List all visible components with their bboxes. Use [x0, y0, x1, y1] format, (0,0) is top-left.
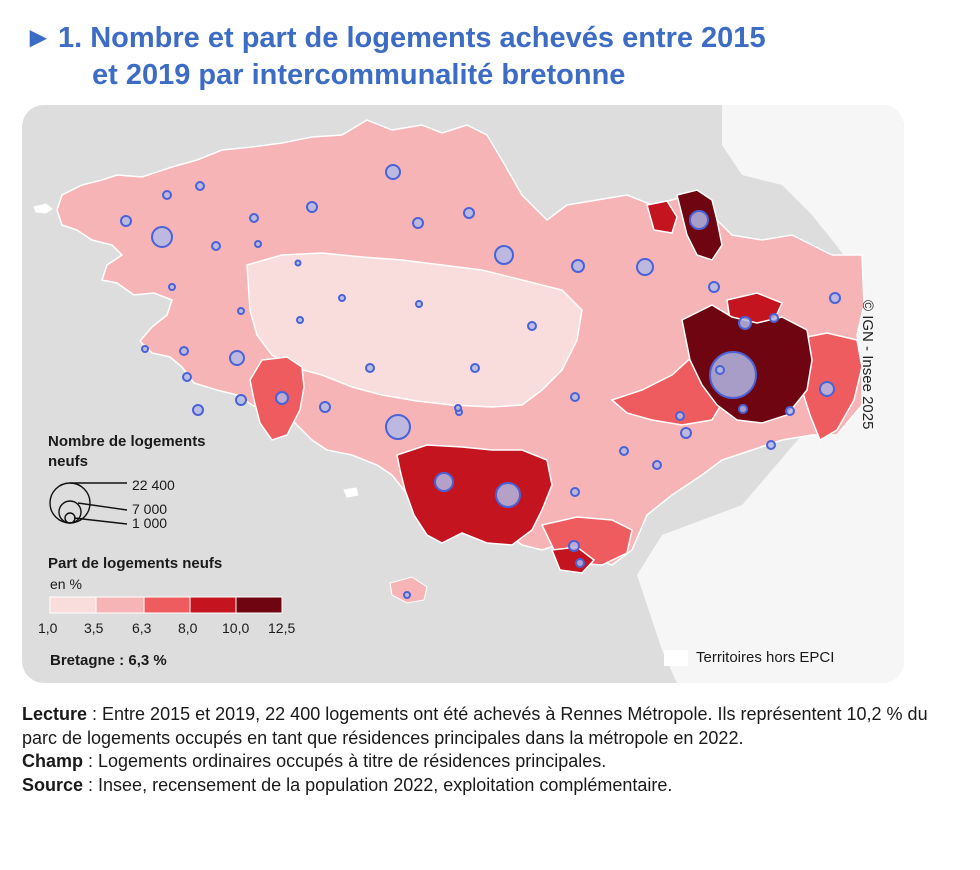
bubble — [236, 395, 246, 405]
bubble — [142, 346, 148, 352]
region-average: Bretagne : 6,3 % — [50, 652, 167, 669]
outside-epci-legend — [664, 649, 834, 666]
share-legend-break: 6,3 — [132, 620, 152, 636]
bubble — [571, 488, 579, 496]
bubble — [297, 317, 303, 323]
bubble — [786, 407, 794, 415]
bubble — [716, 366, 724, 374]
bubble — [767, 441, 775, 449]
bubble — [121, 216, 131, 226]
bubble — [386, 415, 410, 439]
share-legend — [50, 597, 282, 613]
size-legend-circle-medium — [59, 501, 81, 523]
bubble — [709, 282, 719, 292]
bubble — [296, 261, 301, 266]
bubble — [307, 202, 317, 212]
bubble — [471, 364, 479, 372]
legend-swatch-class-3 — [144, 597, 190, 613]
bubble — [193, 405, 203, 415]
bubble — [196, 182, 204, 190]
bubble — [681, 428, 691, 438]
outside-epci-swatch — [664, 650, 688, 666]
size-legend — [50, 483, 127, 524]
bubble — [710, 352, 756, 398]
bubble — [571, 393, 579, 401]
size-legend-title: Nombre de logements neufs — [48, 433, 206, 470]
bubble — [496, 483, 520, 507]
size-legend-label-large: 22 400 — [132, 477, 175, 493]
reading-text: : Entre 2015 et 2019, 22 400 logements ont été achevés à Rennes Métropole. Ils représentent 10,2 % du parc de logements occupés en tant que résidences principales dans la métropole en 2022. — [22, 704, 928, 748]
bubble — [770, 314, 778, 322]
share-legend-break: 10,0 — [222, 620, 250, 636]
island-groix — [344, 488, 358, 497]
bubble — [169, 284, 175, 290]
bubble — [690, 211, 708, 229]
bubble — [620, 447, 628, 455]
outside-epci-label: Territoires hors EPCI — [696, 649, 835, 666]
bubble — [455, 405, 461, 411]
title-line-2: et 2019 par intercommunalité bretonne — [92, 59, 626, 91]
bubble — [386, 165, 400, 179]
bubble — [366, 364, 374, 372]
bubble — [183, 373, 191, 381]
title-marker: ► — [24, 22, 53, 54]
share-legend-break: 12,5 — [268, 620, 296, 636]
bubble — [339, 295, 345, 301]
bubble — [416, 301, 422, 307]
bubble — [250, 214, 258, 222]
reading-note — [22, 703, 952, 750]
source-text: : Insee, recensement de la population 2022, exploitation complémentaire. — [83, 774, 673, 795]
share-legend-break: 3,5 — [84, 620, 104, 636]
share-legend-unit: en % — [50, 576, 82, 592]
bubble — [404, 592, 410, 598]
bubble — [572, 260, 584, 272]
island-ouessant — [34, 204, 52, 213]
figure-title — [24, 20, 944, 94]
bubble — [255, 241, 261, 247]
bubble — [569, 541, 579, 551]
brittany-map — [22, 105, 904, 683]
legend-swatch-class-4 — [190, 597, 236, 613]
title-line-1: 1. Nombre et part de logements achevés entre 2015 — [58, 22, 766, 54]
scope-note — [22, 750, 952, 774]
bubble — [528, 322, 536, 330]
bubble — [820, 382, 834, 396]
map-copyright: © IGN - Insee 2025 — [859, 300, 876, 430]
bubble — [464, 208, 474, 218]
bubble — [637, 259, 653, 275]
bubble — [676, 412, 684, 420]
bubble — [435, 473, 453, 491]
bubble — [180, 347, 188, 355]
source-note — [22, 774, 952, 798]
bubble — [212, 242, 220, 250]
map-frame — [22, 105, 904, 683]
share-legend-title: Part de logements neufs — [48, 555, 223, 572]
island-belle-ile — [390, 577, 427, 603]
bubble — [739, 405, 747, 413]
size-legend-circle-large — [50, 483, 90, 523]
size-legend-leader — [78, 503, 127, 510]
legend-swatch-class-2 — [96, 597, 144, 613]
bubble — [238, 308, 244, 314]
source-label: Source — [22, 774, 84, 795]
size-legend-circle-small — [65, 513, 75, 523]
bubble — [230, 351, 244, 365]
bubble — [276, 392, 288, 404]
bubble — [320, 402, 330, 412]
bubble — [413, 218, 423, 228]
bubble — [576, 559, 584, 567]
figure-notes — [22, 703, 952, 797]
bubble — [163, 191, 171, 199]
bubble — [653, 461, 661, 469]
legend-swatch-class-5 — [236, 597, 282, 613]
scope-text: : Logements ordinaires occupés à titre de résidences principales. — [83, 751, 607, 771]
bubble — [830, 293, 840, 303]
size-legend-label-medium: 7 000 — [132, 501, 168, 517]
bubble — [739, 317, 751, 329]
share-legend-break: 1,0 — [38, 620, 58, 636]
scope-label: Champ — [22, 751, 84, 771]
size-legend-label-small: 1 000 — [132, 515, 168, 531]
size-legend-leader — [74, 518, 127, 524]
bubble — [495, 246, 513, 264]
bubble — [152, 227, 172, 247]
share-class-4-zone-morbihan — [397, 445, 552, 545]
legend-swatch-class-1 — [50, 597, 96, 613]
reading-label: Lecture — [22, 704, 88, 724]
share-legend-break: 8,0 — [178, 620, 198, 636]
